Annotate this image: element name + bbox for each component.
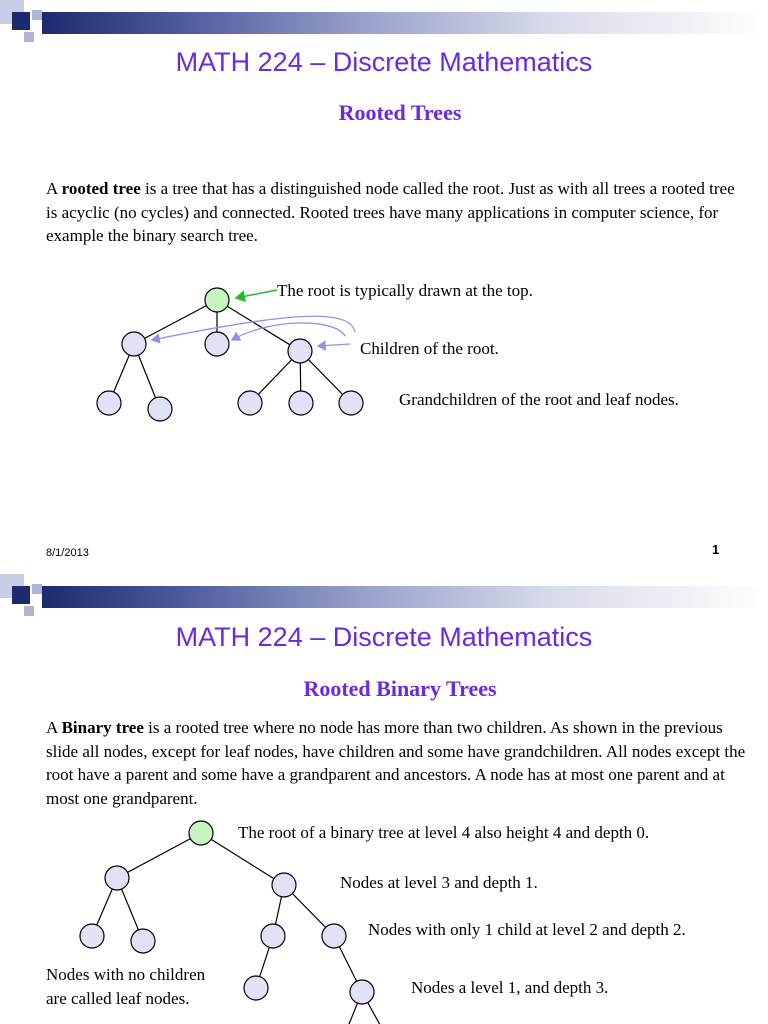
- leaf-node: [244, 976, 268, 1000]
- leaf-node: [238, 391, 262, 415]
- children-arrow: [318, 344, 350, 346]
- tree-node: [105, 866, 129, 890]
- root-node: [189, 821, 213, 845]
- leaf-node: [131, 929, 155, 953]
- paragraph-text: A: [46, 179, 62, 198]
- slide-title: MATH 224 – Discrete Mathematics: [175, 622, 593, 652]
- tree-node: [350, 980, 374, 1004]
- tree-edge: [117, 833, 201, 878]
- children-arrow: [232, 323, 345, 340]
- leaf-label-line2: are called leaf nodes.: [46, 989, 190, 1008]
- slide-subtitle: Rooted Binary Trees: [303, 676, 497, 701]
- leaf-label-line1: Nodes with no children: [46, 965, 206, 984]
- grandchildren-label: Grandchildren of the root and leaf nodes.: [399, 390, 679, 409]
- paragraph-text: A: [46, 718, 62, 737]
- page-number: 1: [712, 542, 720, 557]
- leaf-node: [97, 391, 121, 415]
- tree-edge: [134, 300, 217, 344]
- tree-node: [205, 332, 229, 356]
- level3-label: Nodes at level 3 and depth 1.: [340, 873, 538, 892]
- children-arrow: [152, 316, 355, 340]
- tree-node: [322, 924, 346, 948]
- level1-label: Nodes a level 1, and depth 3.: [411, 978, 609, 997]
- root-label: The root is typically drawn at the top.: [277, 281, 533, 300]
- term-binary-tree: Binary tree: [61, 718, 144, 737]
- level2-label: Nodes with only 1 child at level 2 and depth 2.: [368, 920, 686, 939]
- tree-node: [261, 924, 285, 948]
- tree-node: [288, 339, 312, 363]
- slide-date: 8/1/2013: [46, 547, 89, 559]
- leaf-node: [80, 924, 104, 948]
- slide-2: [0, 574, 768, 1024]
- paragraph-text: is a tree that has a distinguished node called the root. Just as with all trees a rooted tree is acyclic (no cycles) and connected. Rooted trees have many applications in computer science, for example the binary search tree.: [46, 179, 735, 245]
- root-arrow: [236, 290, 277, 298]
- slide-title: MATH 224 – Discrete Mathematics: [175, 47, 593, 77]
- tree-node: [122, 332, 146, 356]
- leaf-node: [148, 397, 172, 421]
- slide-subtitle: Rooted Trees: [338, 100, 462, 125]
- children-label: Children of the root.: [360, 339, 499, 358]
- leaf-node: [289, 391, 313, 415]
- paragraph-text: is a rooted tree where no node has more than two children. As shown in the previous slide all nodes, except for leaf nodes, have children and some have grandchildren. All nodes except the root have a parent and some have a grandparent and ancestors. A node has at most one parent and at most one grandparent.: [46, 718, 746, 808]
- leaf-node: [339, 391, 363, 415]
- term-rooted-tree: rooted tree: [61, 179, 141, 198]
- tree-node: [272, 873, 296, 897]
- root-label: The root of a binary tree at level 4 also height 4 and depth 0.: [238, 823, 650, 842]
- binary-tree-diagram: [0, 574, 768, 1024]
- root-node: [205, 288, 229, 312]
